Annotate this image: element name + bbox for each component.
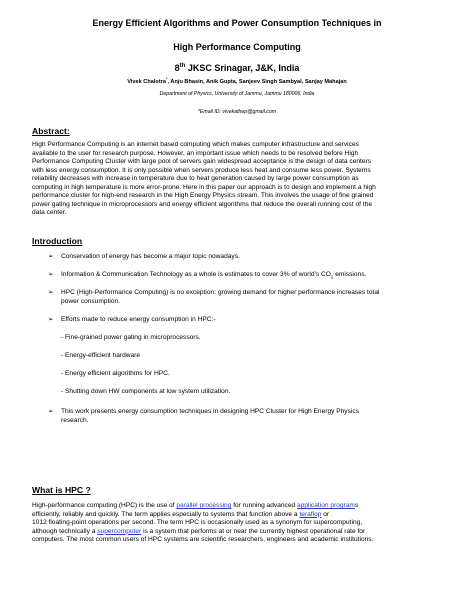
sub-item-shutdown: - Shutting down HW components at low system utilization.	[61, 388, 231, 395]
what-is-hpc-body	[32, 502, 440, 545]
intro-bullet-3	[61, 289, 441, 306]
text-span: for running advanced	[231, 502, 297, 509]
bullet-line: power consumption.	[61, 297, 121, 305]
corresponding-mark: *	[165, 76, 168, 81]
body-line	[32, 528, 440, 537]
body-line: 1012 floating-point operations per second. The term HPC is occasionally used as a synonym for supercomputing,	[32, 519, 363, 526]
text-span: or	[321, 510, 330, 518]
abstract-line: performance cluster for high-end research in the High Energy Physics stream. This involves the usage of fine grained	[32, 192, 374, 199]
abstract-line: power gating technique in microprocessors and energy efficient algorithms that reduce the overall running cost of the	[32, 200, 373, 208]
contact-email: *Email ID: vivekathep@gmail.com	[197, 109, 277, 115]
what-is-hpc-heading: What is HPC ?	[32, 485, 91, 495]
text-span: High-performance computing (HPC) is the use of	[32, 502, 177, 509]
body-line	[32, 511, 440, 520]
bullet-line: This work presents energy consumption techniques in designing HPC Cluster for High Energy Physics	[61, 408, 359, 415]
paper-title-line1: Energy Efficient Algorithms and Power Consumption Techniques in	[92, 18, 382, 28]
abstract-heading: Abstract:	[32, 126, 70, 136]
sub-item-power-gating: - Fine-grained power gating in microprocessors.	[61, 334, 201, 341]
body-line: computers. The most common users of HPC systems are scientific researchers, engineers and academic institutions.	[32, 536, 374, 543]
abstract-body	[32, 141, 440, 218]
supercomputer-link[interactable]: supercomputer	[97, 527, 142, 535]
sub-item-algorithms: - Energy efficient algorithms for HPC.	[61, 370, 170, 377]
first-author: Vivek Chalotra	[127, 78, 166, 85]
intro-bullet-4: Efforts made to reduce energy consumption in HPC:-	[61, 316, 216, 323]
abstract-line: reliability decreases with increase in temperature due to heat generation caused by large power consumption as	[32, 175, 359, 182]
text-span: s	[354, 502, 359, 509]
sub-item-hardware: - Energy-efficient hardware	[61, 352, 141, 359]
co2-subscript: 2	[330, 274, 334, 280]
conf-ordinal: th	[179, 63, 186, 69]
conf-number: 8	[174, 63, 180, 73]
other-authors: , Anju Bhasin, Anik Gupta, Sanjeev Singh Sambyal, Sanjay Mahajan	[167, 78, 347, 85]
intro-bullet-2	[61, 271, 441, 282]
co2-text: Information & Communication Technology as a whole is estimates to cover 3% of world’s CO	[61, 271, 331, 278]
co2-text-end: emissions.	[333, 271, 367, 278]
abstract-line: High Performance Computing is an internet based computing which makes computer infrastructure and services	[32, 141, 359, 148]
bullet-arrow-icon: ➢	[48, 316, 54, 323]
paper-title-line2: High Performance Computing	[173, 42, 301, 52]
parallel-processing-link[interactable]: parallel processing	[176, 502, 232, 509]
abstract-line: available to the user for research purpose. However, an important issue which needs to be resolved before High	[32, 149, 359, 157]
bullet-arrow-icon: ➢	[48, 289, 54, 296]
abstract-line: computing in high temperature is more error-prone. Here in this paper our approach is to design and implement a high	[32, 183, 376, 191]
conf-location: JKSC Srinagar, J&K, India	[185, 63, 300, 73]
affiliation: Department of Physics, University of Jammu, Jammu 180006, India	[159, 91, 315, 97]
authors	[0, 76, 474, 85]
bullet-line: research.	[61, 416, 89, 424]
text-span: is a system that performs at or near the currently highest operational rate for	[141, 527, 366, 535]
teraflop-link[interactable]: teraflop	[299, 510, 322, 518]
abstract-line: data center.	[32, 209, 67, 216]
abstract-line: Performance Computing Cluster with large pool of servers gain widespread acceptance is the design of data centers	[32, 158, 372, 165]
text-span: efficiently, reliably and quickly. The term applies especially to systems that function above a	[32, 510, 300, 518]
body-line	[32, 502, 440, 511]
intro-bullet-5	[61, 408, 441, 425]
bullet-arrow-icon: ➢	[48, 271, 54, 278]
application-program-link[interactable]: application program	[297, 502, 355, 509]
bullet-line: HPC (High-Performance Computing) is no exception: growing demand for higher performance increases total	[61, 289, 380, 296]
introduction-heading: Introduction	[32, 236, 83, 246]
conference-line	[0, 63, 474, 73]
bullet-arrow-icon: ➢	[48, 408, 54, 415]
bullet-arrow-icon: ➢	[48, 253, 54, 260]
abstract-line: with less energy consumption. It is only possible when servers produce less heat and consume less power. Systems	[32, 166, 371, 174]
text-span: although technically a	[32, 527, 98, 535]
intro-bullet-1: Conservation of energy has become a major topic nowadays.	[61, 253, 240, 260]
